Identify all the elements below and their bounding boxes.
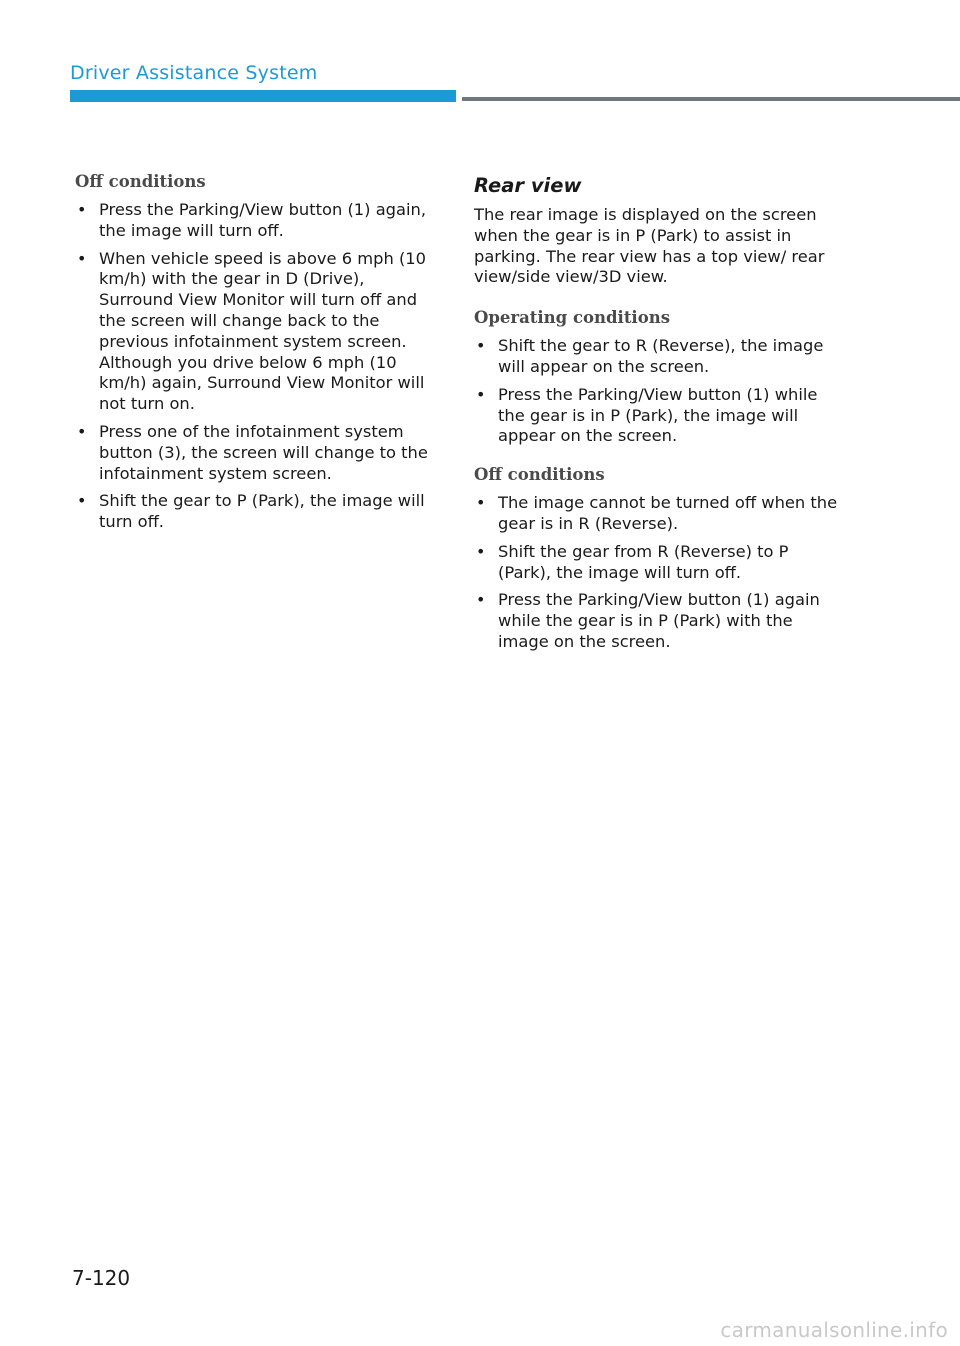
off-conditions-list [75, 200, 440, 533]
page-number: 7-120 [72, 1266, 131, 1290]
list-item: • Press the Parking/View button (1) again while the gear is in P (Park) with the image on the screen. [476, 590, 820, 651]
off-conditions-heading: Off conditions [75, 172, 206, 191]
list-item: • Shift the gear to P (Park), the image will turn off. [77, 491, 425, 532]
right-column [474, 172, 840, 671]
list-item: • Shift the gear to R (Reverse), the image will appear on the screen. [476, 336, 824, 376]
bullet-icon: • [476, 541, 486, 561]
list-item: • When vehicle speed is above 6 mph (10 km/h) with the gear in D (Drive), Surround View Monitor will turn off and the screen will change back to the previous infotainment system screen. Although you drive below 6 mph (10 km/h) again, Surround View Monitor will not turn on. [77, 248, 427, 414]
operating-conditions-list [474, 336, 840, 447]
rear-off-conditions-heading: Off conditions [474, 465, 605, 485]
bullet-icon: • [77, 248, 87, 268]
list-item: • Press the Parking/View button (1) again, the image will turn off. [77, 200, 426, 240]
bullet-icon: • [476, 336, 486, 356]
list-item: • Shift the gear from R (Reverse) to P (Park), the image will turn off. [476, 541, 789, 582]
bullet-icon: • [476, 493, 486, 513]
section-header-title: Driver Assistance System [70, 62, 318, 84]
bullet-icon: • [476, 590, 486, 610]
bullet-icon: • [476, 384, 486, 404]
header-accent-bar [70, 90, 456, 102]
rear-view-intro: The rear image is displayed on the screen when the gear is in P (Park) to assist in parking. The rear view has a top view/ rear view/side view/3D view. [474, 205, 825, 287]
rear-off-conditions-list [474, 493, 840, 653]
watermark: carmanualsonline.info [720, 1318, 948, 1342]
list-item: • Press one of the infotainment system button (3), the screen will change to the infotainment system screen. [77, 421, 428, 483]
left-column [75, 172, 440, 551]
operating-conditions-heading: Operating conditions [474, 308, 670, 328]
list-item: • Press the Parking/View button (1) while the gear is in P (Park), the image will appear on the screen. [476, 384, 818, 446]
bullet-icon: • [77, 200, 87, 219]
list-item: • The image cannot be turned off when the gear is in R (Reverse). [476, 493, 838, 533]
header-rule [462, 97, 960, 101]
bullet-icon: • [77, 421, 87, 441]
bullet-icon: • [77, 491, 87, 511]
rear-view-title: Rear view [474, 174, 582, 197]
